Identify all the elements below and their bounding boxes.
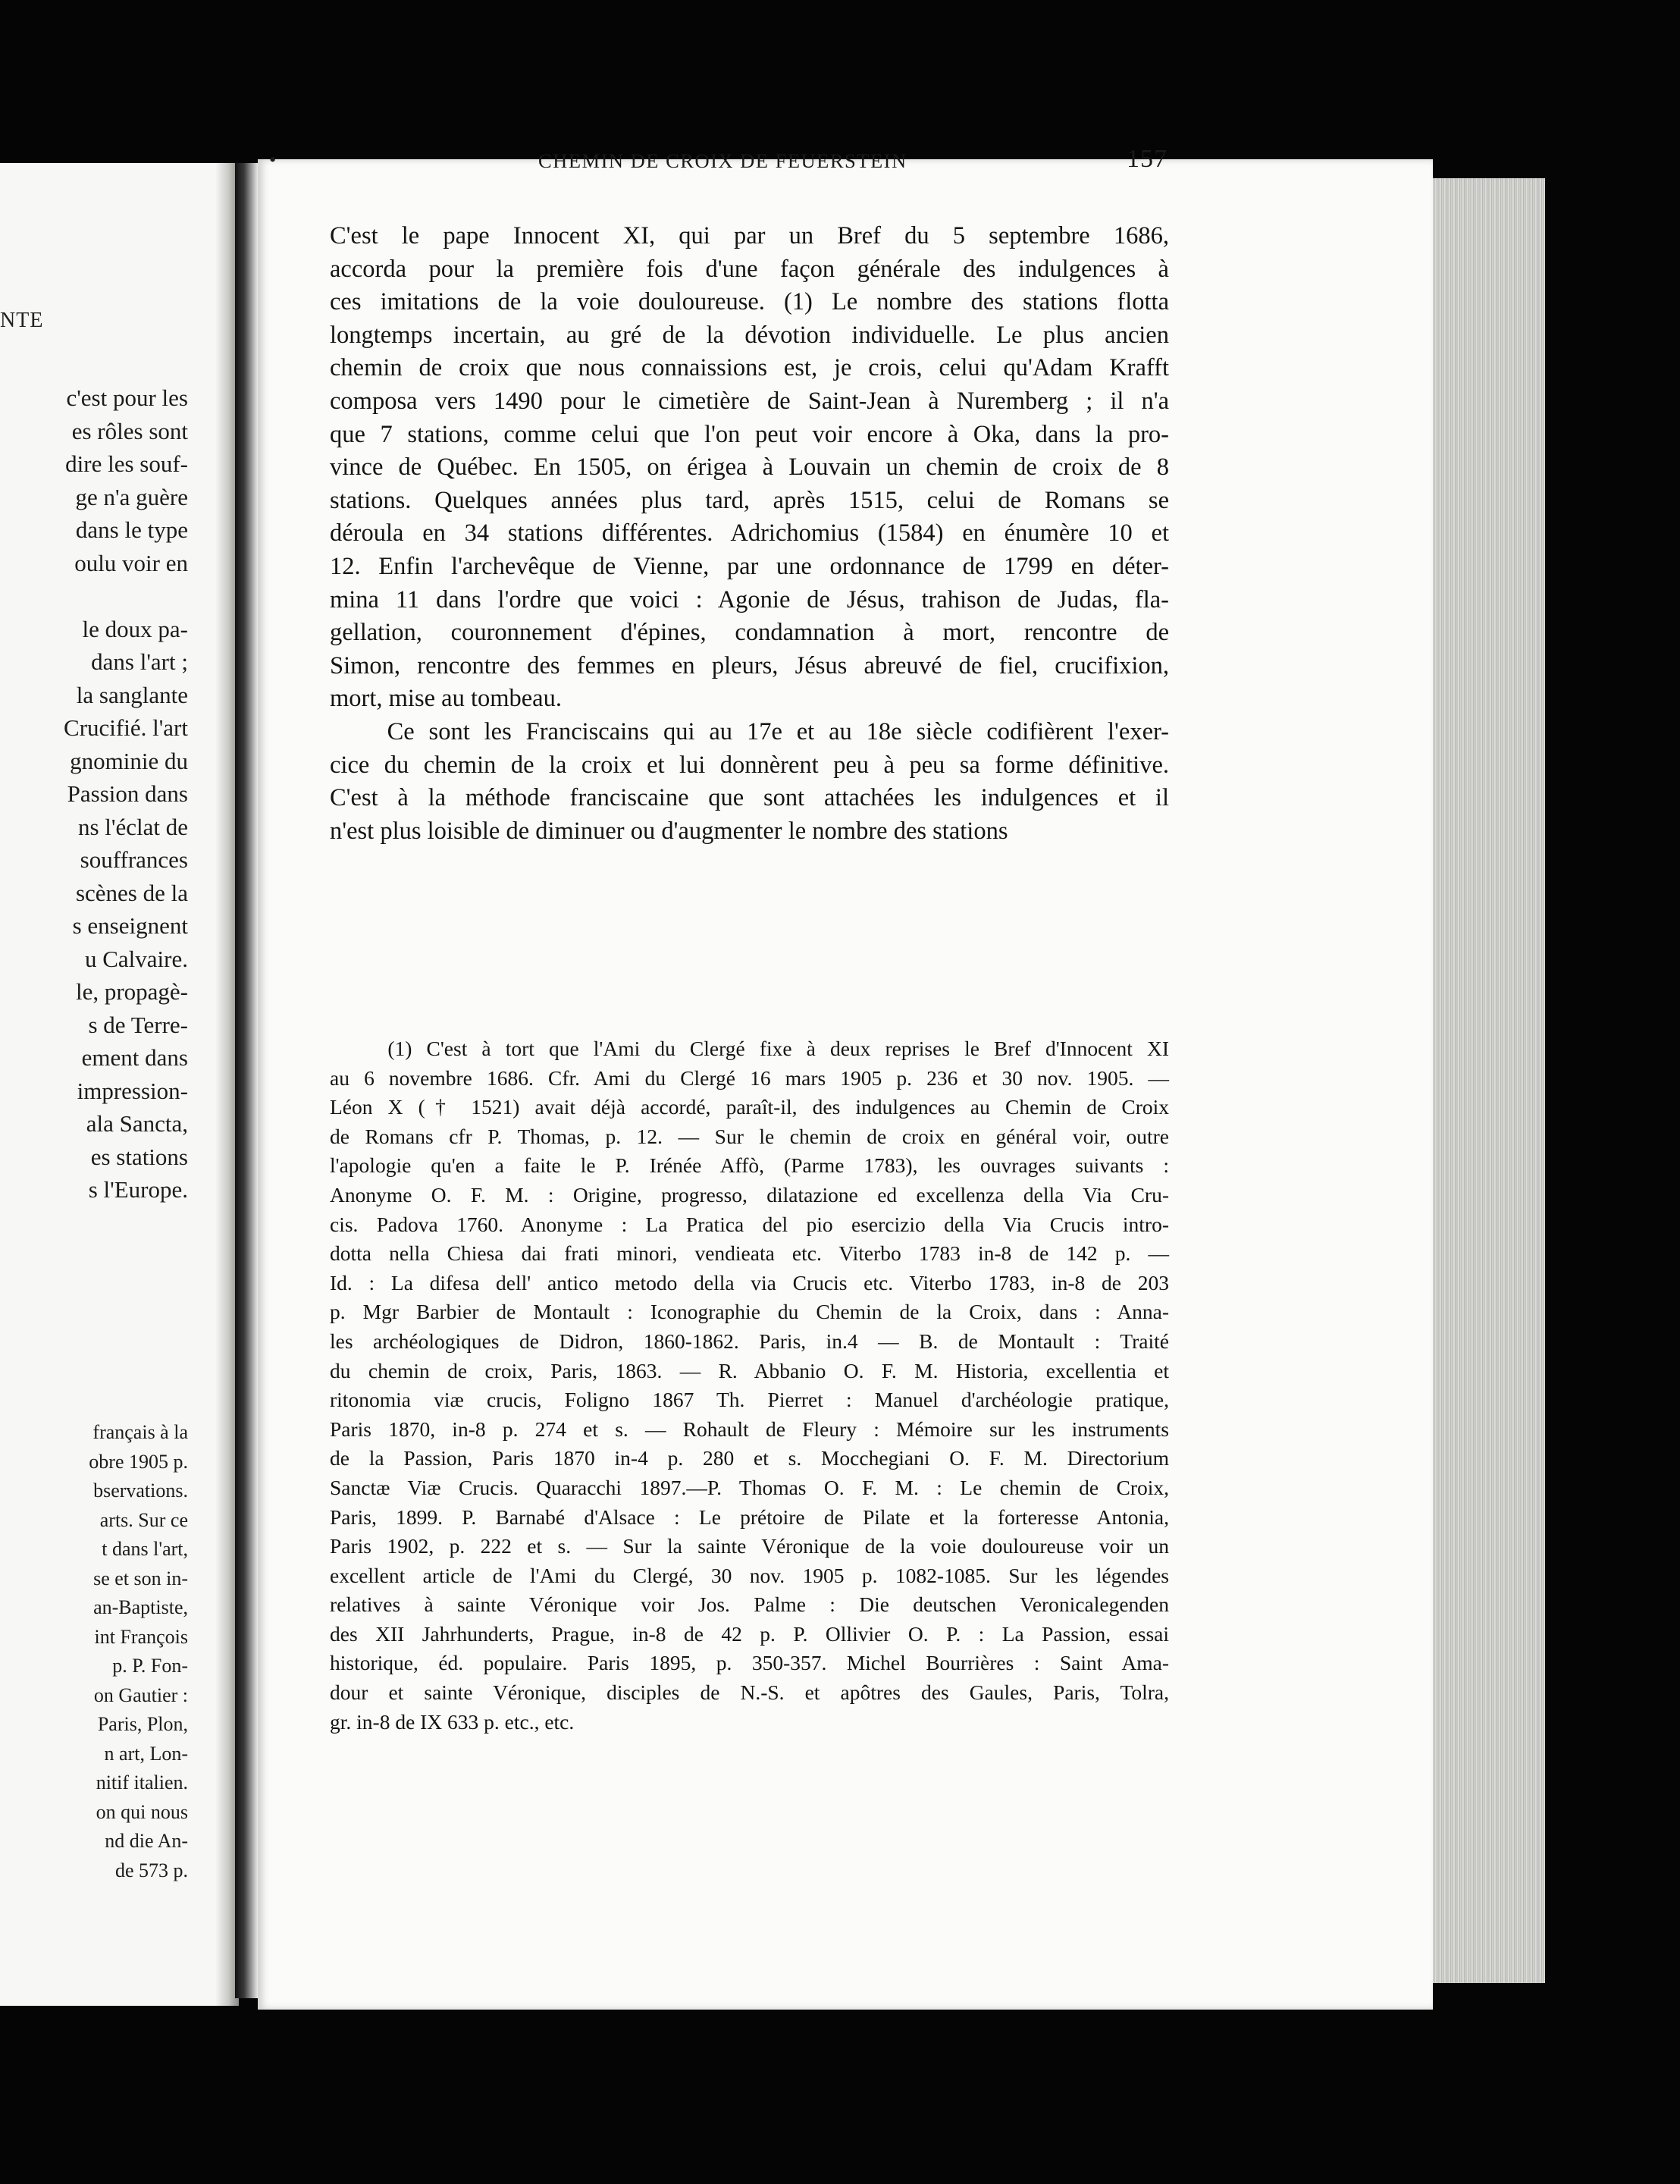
footnote-line: (1) C'est à tort que l'Ami du Clergé fixe à deux reprises le Bref d'Innocent XI xyxy=(330,1037,1169,1060)
left-note-line: t dans l'art, xyxy=(102,1538,188,1560)
left-text-line: ement dans xyxy=(81,1044,188,1071)
left-text-line: s de Terre- xyxy=(88,1011,188,1038)
left-page xyxy=(0,163,227,2006)
left-notes-column xyxy=(0,1418,188,1885)
left-note-line: n art, Lon- xyxy=(104,1742,188,1765)
body-line: déroula en 34 stations différentes. Adrichomius (1584) en énumère 10 et xyxy=(330,519,1169,548)
ornament-mark: • xyxy=(269,148,277,171)
left-text-line: c'est pour les xyxy=(66,384,188,411)
body-line: chemin de croix que nous connaissions est, je crois, celui qu'Adam Krafft xyxy=(330,354,1169,382)
footnote-line: du chemin de croix, Paris, 1863. — R. Abbanio O. F. M. Historia, excellentia et xyxy=(330,1358,1169,1382)
left-note-line: p. P. Fon- xyxy=(112,1655,188,1677)
left-note-line: on Gautier : xyxy=(93,1684,188,1706)
body-line: stations. Quelques années plus tard, après 1515, celui de Romans se xyxy=(330,486,1169,514)
footnote-line: p. Mgr Barbier de Montault : Iconographie du Chemin de la Croix, dans : Anna- xyxy=(330,1300,1169,1324)
body-line: Ce sont les Franciscains qui au 17e et au 18e siècle codifièrent l'exer- xyxy=(330,717,1169,745)
body-line: C'est le pape Innocent XI, qui par un Bref du 5 septembre 1686, xyxy=(330,222,1169,249)
footnote-line: l'apologie qu'en a faite le P. Irénée Affò, (Parme 1783), les ouvrages suivants : xyxy=(330,1153,1169,1178)
left-text-line: Crucifié. l'art xyxy=(64,714,188,741)
footnote-line: Paris 1870, in-8 p. 274 et s. — Rohault de Fleury : Mémoire sur les instruments xyxy=(330,1417,1169,1441)
footnote-line: les archéologiques de Didron, 1860-1862. Paris, in.4 — B. de Montault : Traité xyxy=(330,1329,1169,1353)
left-text-line: ala Sancta, xyxy=(86,1110,188,1137)
footnote-line: Léon X († 1521) avait déjà accordé, paraît-il, des indulgences au Chemin de Croix xyxy=(330,1095,1169,1119)
left-text-line: dans l'art ; xyxy=(91,648,188,675)
footnote-line: historique, éd. populaire. Paris 1895, p. 350-357. Michel Bourrières : Saint Ama- xyxy=(330,1651,1169,1675)
left-note-line: on qui nous xyxy=(96,1800,188,1823)
left-running-head: NTE xyxy=(0,309,44,332)
footnote-line: Id. : La difesa dell' antico metodo della via Crucis etc. Viterbo 1783, in-8 de 203 xyxy=(330,1270,1169,1294)
footnote-line: Anonyme O. F. M. : Origine, progresso, dilatazione ed excellenza della Via Cru- xyxy=(330,1182,1169,1207)
body-line: que 7 stations, comme celui que l'on peut voir encore à Oka, dans la pro- xyxy=(330,420,1169,448)
body-line: 12. Enfin l'archevêque de Vienne, par une ordonnance de 1799 en déter- xyxy=(330,552,1169,580)
left-note-line: nitif italien. xyxy=(96,1771,188,1793)
left-text-line: impression- xyxy=(77,1077,188,1104)
body-line: vince de Québec. En 1505, on érigea à Louvain un chemin de croix de 8 xyxy=(330,453,1169,482)
left-text-line: la sanglante xyxy=(76,681,188,708)
footnote-line: de Romans cfr P. Thomas, p. 12. — Sur le chemin de croix en général voir, outre xyxy=(330,1124,1169,1148)
left-text-line: gnominie du xyxy=(70,747,188,774)
left-text-line: dans le type xyxy=(75,516,188,543)
body-line: mina 11 dans l'ordre que voici : Agonie de Jésus, trahison de Judas, fla- xyxy=(330,585,1169,613)
left-note-line: bservations. xyxy=(93,1480,188,1502)
body-line: n'est plus loisible de diminuer ou d'augmenter le nombre des stations xyxy=(330,817,1008,845)
footnote-line: Paris, 1899. P. Barnabé d'Alsace : Le prétoire de Pilate et la forteresse Antonia, xyxy=(330,1505,1169,1529)
left-text-line: souffrances xyxy=(80,846,188,873)
footnote-line: gr. in-8 de IX 633 p. etc., etc. xyxy=(330,1709,575,1734)
left-note-line: de 573 p. xyxy=(114,1859,188,1881)
body-line: gellation, couronnement d'épines, condamnation à mort, rencontre de xyxy=(330,619,1169,647)
footnote-line: des XII Jahrhunderts, Prague, in-8 de 42 p. P. Ollivier O. P. : La Passion, essai xyxy=(330,1621,1169,1646)
footnote-line: cis. Padova 1760. Anonyme : La Pratica del pio esercizio della Via Crucis intro- xyxy=(330,1212,1169,1236)
page-edges xyxy=(1433,178,1545,1983)
left-note-line: se et son in- xyxy=(93,1567,188,1589)
left-text-line xyxy=(0,579,188,613)
body-line: cice du chemin de la croix et lui donnèrent peu à peu sa forme définitive. xyxy=(330,751,1169,779)
left-note-line: nd die An- xyxy=(105,1830,188,1852)
footnote-line: Paris 1902, p. 222 et s. — Sur la sainte Véronique de la voie douloureuse voir un xyxy=(330,1534,1169,1558)
left-text-line: ge n'a guère xyxy=(75,483,188,510)
page-number: 157 xyxy=(1127,145,1168,173)
left-text-line: dire les souf- xyxy=(65,450,188,477)
body-line: Simon, rencontre des femmes en pleurs, Jésus abreuvé de fiel, crucifixion, xyxy=(330,651,1169,679)
chapter-title: CHEMIN DE CROIX DE FEUERSTEIN xyxy=(538,149,907,172)
body-line: longtemps incertain, au gré de la dévotion individuelle. Le plus ancien xyxy=(330,321,1169,349)
footnote-line: ritonomia viæ crucis, Foligno 1867 Th. Pierret : Manuel d'archéologie pratique, xyxy=(330,1388,1169,1412)
left-body-column xyxy=(0,381,188,1207)
body-line: mort, mise au tombeau. xyxy=(330,685,562,713)
left-text-line: u Calvaire. xyxy=(84,945,188,972)
left-note-line: arts. Sur ce xyxy=(99,1508,188,1531)
left-text-line: es stations xyxy=(90,1143,188,1170)
footnote-line: dotta nella Chiesa dai frati minori, vendieata etc. Viterbo 1783 in-8 de 142 p. — xyxy=(330,1241,1169,1266)
left-note-line: Paris, Plon, xyxy=(97,1713,188,1735)
left-text-line: s enseignent xyxy=(72,912,188,939)
left-note-line: an-Baptiste, xyxy=(93,1596,188,1618)
body-line: accorda pour la première fois d'une façon générale des indulgences à xyxy=(330,255,1169,283)
left-text-line: s l'Europe. xyxy=(88,1176,188,1203)
left-note-line: obre 1905 p. xyxy=(89,1450,188,1473)
footnote-line: relatives à sainte Véronique voir Jos. Palme : Die deutschen Veronicalegenden xyxy=(330,1592,1169,1617)
footnote-line: excellent article de l'Ami du Clergé, 30 nov. 1905 p. 1082-1085. Sur les légendes xyxy=(330,1563,1169,1587)
left-text-line: le doux pa- xyxy=(82,615,188,642)
left-text-line: scènes de la xyxy=(75,879,188,906)
running-head xyxy=(269,145,1168,178)
left-note-line: français à la xyxy=(92,1421,188,1443)
left-text-line: oulu voir en xyxy=(74,549,188,576)
left-text-line: ns l'éclat de xyxy=(77,813,188,840)
body-line: ces imitations de la voie douloureuse. (1) Le nombre des stations flotta xyxy=(330,288,1169,316)
left-note-line: int François xyxy=(94,1625,188,1648)
footnote-line: Sanctæ Viæ Crucis. Quaracchi 1897.—P. Thomas O. F. M. : Le chemin de Croix, xyxy=(330,1475,1169,1499)
left-text-line: Passion dans xyxy=(67,780,188,807)
footnote-line: de la Passion, Paris 1870 in-4 p. 280 et s. Mocchegiani O. F. M. Directorium xyxy=(330,1446,1169,1470)
body-line: C'est à la méthode franciscaine que sont attachées les indulgences et il xyxy=(330,784,1169,812)
footnote-line: dour et sainte Véronique, disciples de N.-S. et apôtres des Gaules, Paris, Tolra, xyxy=(330,1680,1169,1705)
left-text-line: es rôles sont xyxy=(71,417,188,444)
body-line: composa vers 1490 pour le cimetière de Saint-Jean à Nuremberg ; il n'a xyxy=(330,387,1169,415)
body-text xyxy=(330,220,1169,848)
footnotes xyxy=(330,1034,1169,1737)
footnote-line: au 6 novembre 1686. Cfr. Ami du Clergé 16 mars 1905 p. 236 et 30 nov. 1905. — xyxy=(330,1065,1169,1090)
book-spine xyxy=(235,163,258,1998)
left-text-line: le, propagè- xyxy=(75,978,188,1005)
